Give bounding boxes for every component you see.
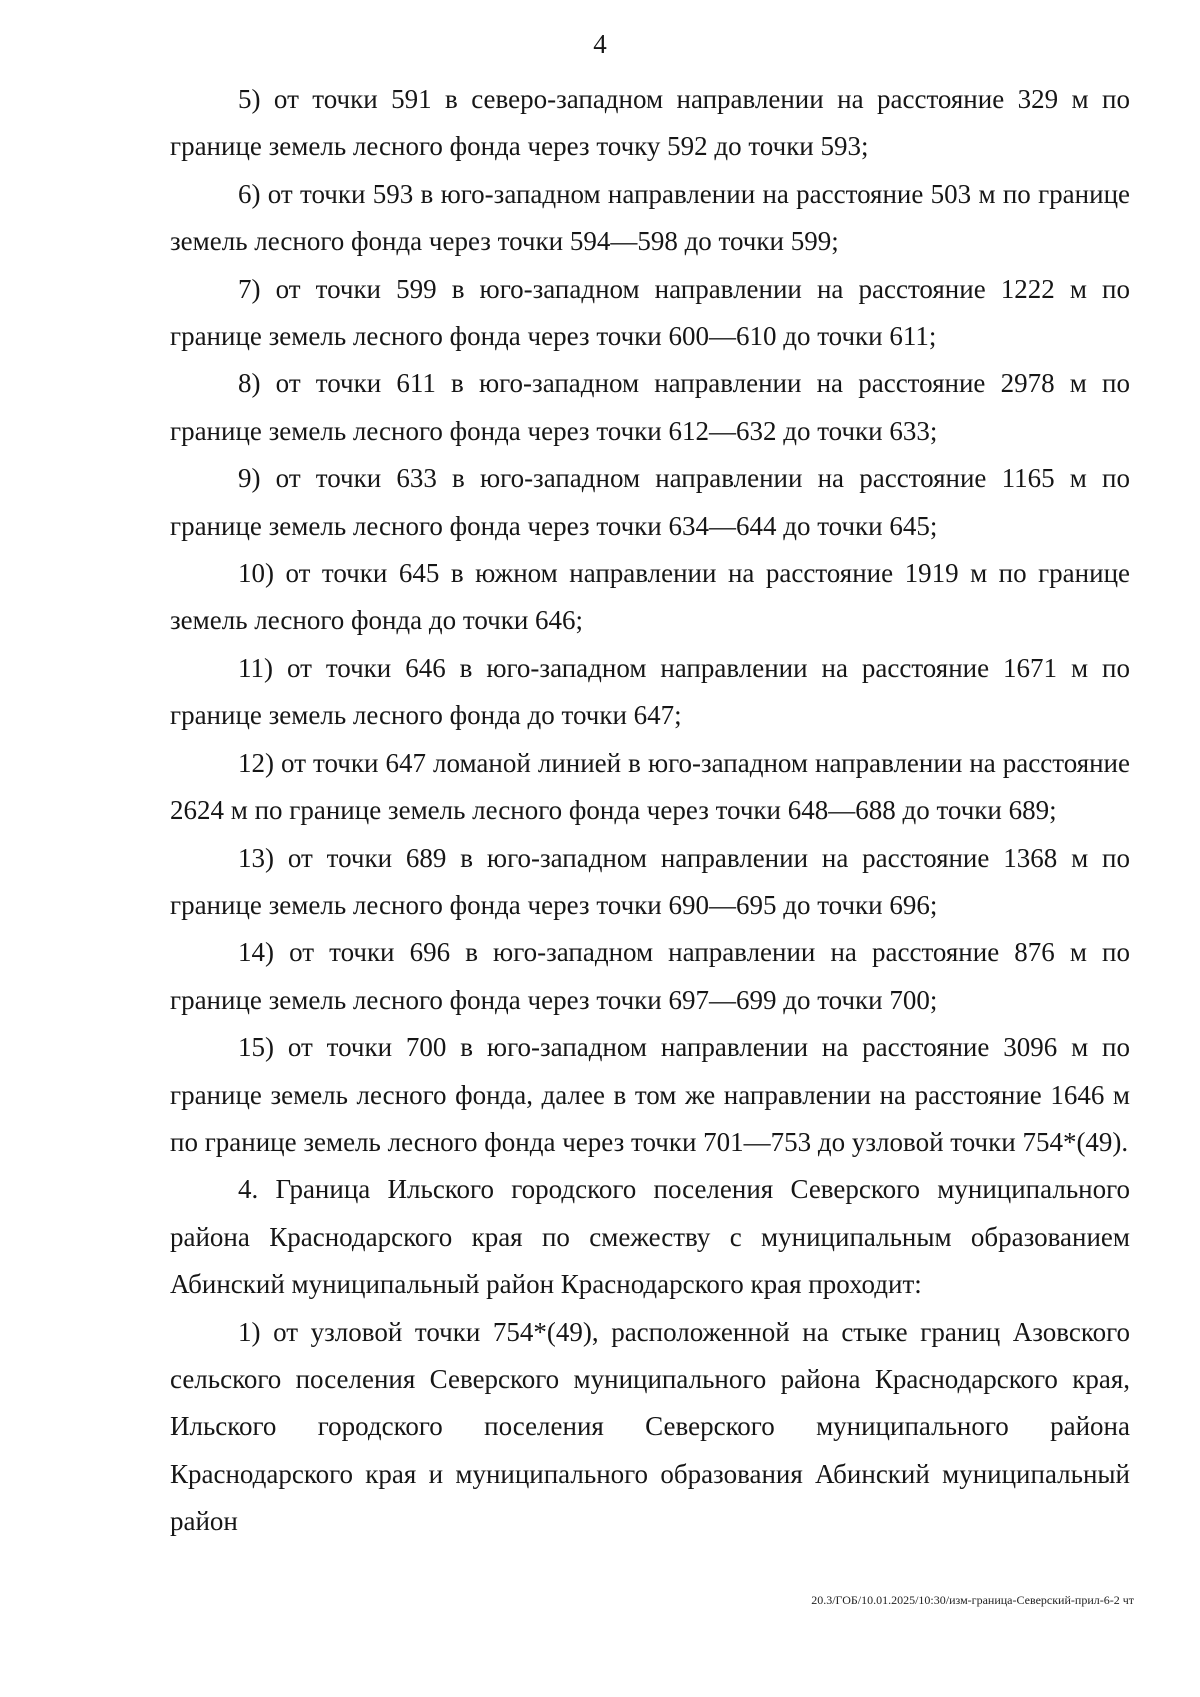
paragraph-item-15: 15) от точки 700 в юго-западном направлении на расстояние 3096 м по границе земель лесного фонда, далее в том же направлении на расстояние 1646 м по границе земель лесного фонда через точки 701—753 до узловой точки 754*(49).	[170, 1032, 1130, 1157]
paragraph-item-10: 10) от точки 645 в южном направлении на расстояние 1919 м по границе земель лесного фонда до точки 646;	[170, 558, 1130, 636]
paragraph-item-13: 13) от точки 689 в юго-западном направлении на расстояние 1368 м по границе земель лесного фонда через точки 690—695 до точки 696;	[170, 842, 1130, 920]
section-4-heading-paragraph: 4. Граница Ильского городского поселения Северского муниципального района Краснодарского края по смежеству с муниципальным образованием Абинский муниципальный район Краснодарского края проходит:	[170, 1174, 1130, 1300]
section-4-item-1: 1) от узловой точки 754*(49), расположенной на стыке границ Азовского сельского поселения Северского муниципального района Краснодарского края, Ильского городского поселения Северского муниципального района Краснодарского края и муниципального образования Абинский муниципальный район	[170, 1316, 1130, 1537]
paragraph-item-9: 9) от точки 633 в юго-западном направлении на расстояние 1165 м по границе земель лесного фонда через точки 634—644 до точки 645;	[170, 463, 1130, 541]
paragraph-item-6: 6) от точки 593 в юго-западном направлении на расстояние 503 м по границе земель лесного фонда через точки 594—598 до точки 599;	[170, 178, 1130, 257]
paragraph-item-14: 14) от точки 696 в юго-западном направлении на расстояние 876 м по границе земель лесного фонда через точки 697—699 до точки 700;	[170, 937, 1130, 1015]
page-number: 4	[593, 29, 607, 59]
paragraph-item-8: 8) от точки 611 в юго-западном направлении на расстояние 2978 м по границе земель лесного фонда через точки 612—632 до точки 633;	[170, 368, 1130, 446]
paragraph-item-11: 11) от точки 646 в юго-западном направлении на расстояние 1671 м по границе земель лесного фонда до точки 647;	[170, 652, 1130, 731]
document-footer-code: 20.3/ГОБ/10.01.2025/10:30/изм-граница-Северский-прил-6-2 чт	[811, 1593, 1134, 1607]
document-body	[170, 76, 1130, 1546]
paragraph-item-7: 7) от точки 599 в юго-западном направлении на расстояние 1222 м по границе земель лесного фонда через точки 600—610 до точки 611;	[170, 273, 1130, 352]
paragraph-item-5: 5) от точки 591 в северо-западном направлении на расстояние 329 м по границе земель лесного фонда через точку 592 до точки 593;	[170, 84, 1130, 162]
paragraph-item-12: 12) от точки 647 ломаной линией в юго-западном направлении на расстояние 2624 м по границе земель лесного фонда через точки 648—688 до точки 689;	[170, 747, 1130, 826]
